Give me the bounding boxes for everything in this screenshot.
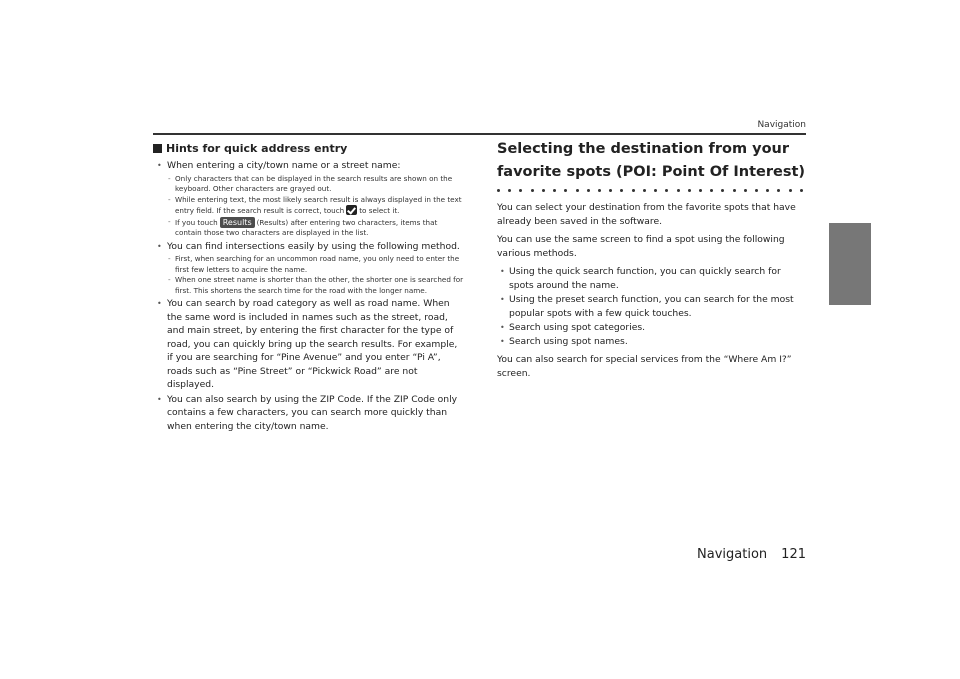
divider-dot [789,189,792,192]
sub-item-text: When one street name is shorter than the other, the shorter one is searched for first. This shortens the search time for the road with the longer name. [175,275,464,295]
list-item [153,159,465,239]
list-item [153,297,465,392]
list-item: • Using the preset search function, you can search for the most popular spots with a few quick touches. [497,293,807,321]
checkmark-icon [346,205,357,215]
sub-item-text: First, when searching for an uncommon road name, you only need to enter the first few letters to acquire the name. [175,254,460,274]
left-column [153,142,465,434]
right-column [497,138,807,385]
divider-dot [710,189,713,192]
divider-dot [553,189,556,192]
divider-dot [620,189,623,192]
dotted-divider [497,189,807,192]
side-thumb-tab [829,223,871,305]
list-item: • Search using spot names. [497,335,807,349]
divider-dot [564,189,567,192]
divider-dot [542,189,545,192]
paragraph: You can select your destination from the favorite spots that have already been saved in the software. [497,202,796,227]
divider-dot [766,189,769,192]
sub-item [167,174,465,195]
paragraph: You can also search for special services from the “Where Am I?” screen. [497,354,792,379]
paragraph: You can use the same screen to find a spot using the following various methods. [497,234,785,259]
divider-dot [677,189,680,192]
sub-item-text: If you touch [175,217,218,227]
divider-dot [688,189,691,192]
hints-heading-text: Hints for quick address entry [166,142,348,155]
footer-section: Navigation [697,547,768,562]
list-item: • Search using spot categories. [497,321,807,335]
methods-list [497,265,807,349]
divider-dot [598,189,601,192]
divider-dot [665,189,668,192]
divider-dot [576,189,579,192]
divider-dot [755,189,758,192]
sub-item [167,195,465,217]
sub-list [167,254,465,296]
bullet-text: When entering a city/town name or a street name: [167,160,401,171]
divider-dot [721,189,724,192]
divider-dot [632,189,635,192]
square-bullet-icon [153,144,162,153]
list-item [153,393,465,434]
divider-dot [609,189,612,192]
divider-dot [777,189,780,192]
sub-item-tail: (Results) after entering two characters, items that contain those two characters are displayed in the list. [175,217,438,237]
divider-dot [519,189,522,192]
divider-dot [643,189,646,192]
divider-dot [587,189,590,192]
sub-item [167,275,465,296]
divider-dot [800,189,803,192]
divider-dot [699,189,702,192]
divider-dot [508,189,511,192]
page-footer [697,547,806,562]
divider-dot [733,189,736,192]
poi-heading: Selecting the destination from your favorite spots (POI: Point Of Interest) [497,141,806,180]
list-item: • Using the quick search function, you can quickly search for spots around the name. [497,265,807,293]
sub-item [167,217,465,239]
sub-item-text: While entering text, the most likely search result is always displayed in the text entry field. If the search result is correct, touch [175,194,462,215]
sub-item-text: Only characters that can be displayed in the search results are shown on the keyboard. Other characters are grayed out. [175,173,453,193]
header-rule [153,133,806,135]
list-item [153,240,465,297]
results-button: Results [220,217,255,228]
sub-list [167,174,465,239]
header-section-label: Navigation [757,120,806,130]
bullet-text: You can search by road category as well as road name. When the same word is included in names such as the street, road, and main street, by entering the first character for the type of road, you can quickly bring up the search results. For example, if you are searching for “Pine Avenue” and you enter “Pi A”, roads such as “Pine Street” or “Pickwick Road” are not displayed. [167,298,458,390]
sub-item [167,254,465,275]
page-number: 121 [781,547,806,562]
sub-item-tail: to select it. [359,206,400,215]
bullet-text: You can find intersections easily by using the following method. [167,240,460,252]
divider-dot [497,189,500,192]
divider-dot [654,189,657,192]
divider-dot [744,189,747,192]
divider-dot [531,189,534,192]
bullet-text: You can also search by using the ZIP Code. If the ZIP Code only contains a few characters, you can search more quickly than when entering the city/town name. [167,393,458,432]
hints-heading [153,142,465,155]
hints-list [153,159,465,433]
